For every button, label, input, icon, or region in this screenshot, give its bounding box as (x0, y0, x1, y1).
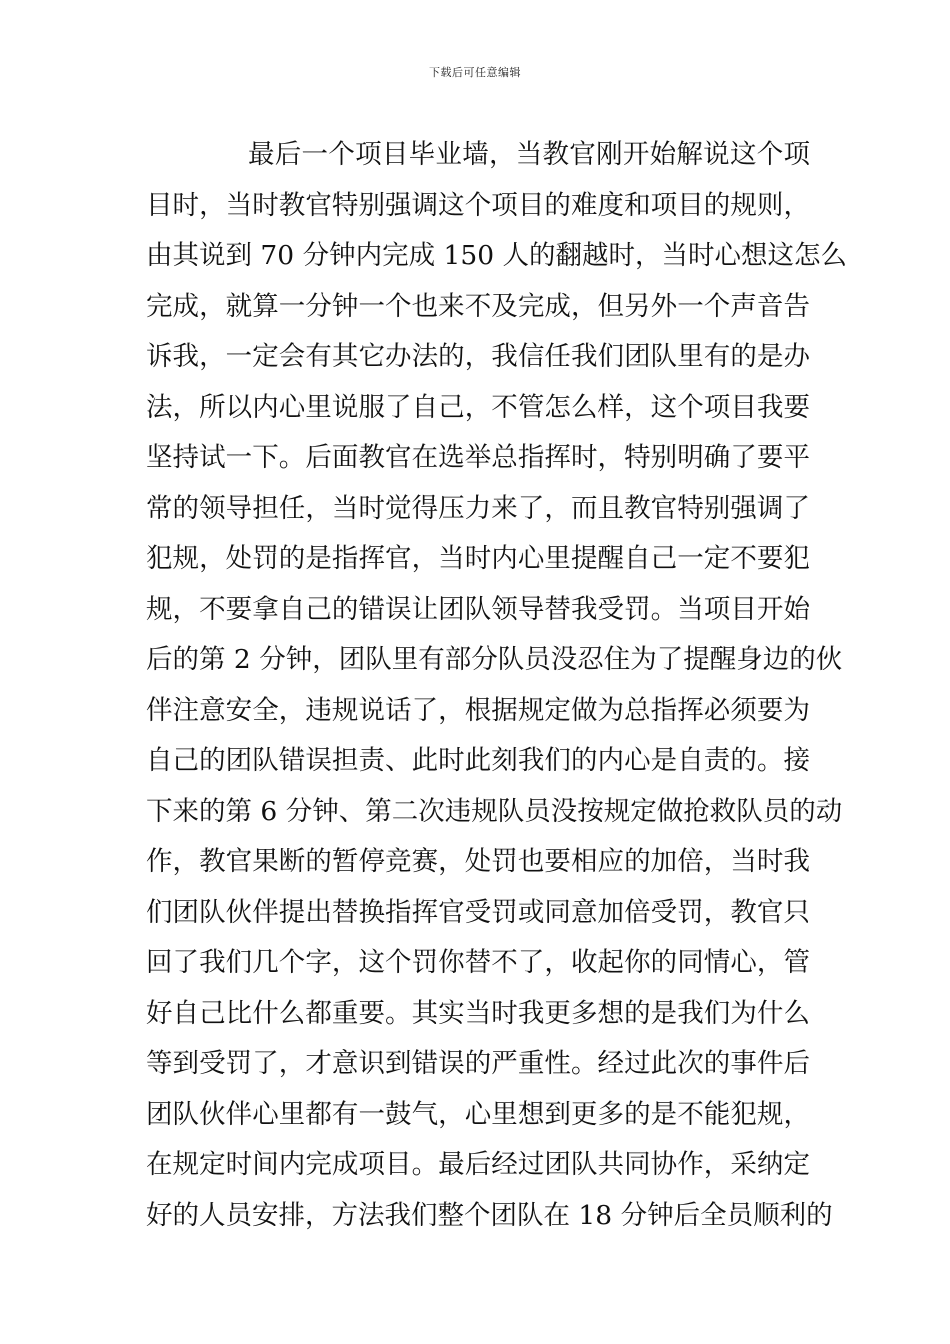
paragraph-line: 自己的团队错误担责、此时此刻我们的内心是自责的。接 (146, 745, 810, 776)
paragraph-line: 伴注意安全，违规说话了，根据规定做为总指挥必须要为 (146, 694, 810, 726)
paragraph-line: 目时，当时教官特别强调这个项目的难度和项目的规则， (146, 189, 810, 221)
paragraph-line: 后的第 2 分钟，团队里有部分队员没忍住为了提醒身边的伙 (146, 644, 843, 675)
paragraph-line: 好自己比什么都重要。其实当时我更多想的是我们为什么 (146, 997, 810, 1029)
paragraph-line: 坚持试一下。后面教官在选举总指挥时，特别明确了要平 (146, 442, 810, 473)
paragraph-line: 作，教官果断的暂停竞赛，处罚也要相应的加倍，当时我 (146, 846, 810, 877)
paragraph-line: 诉我，一定会有其它办法的，我信任我们团队里有的是办 (146, 341, 810, 372)
paragraph-line: 常的领导担任，当时觉得压力来了，而且教官特别强调了 (146, 492, 810, 524)
paragraph-line: 完成，就算一分钟一个也来不及完成，但另外一个声音告 (146, 290, 810, 322)
paragraph-line: 法，所以内心里说服了自己，不管怎么样，这个项目我要 (146, 391, 810, 423)
paragraph-line: 犯规，处罚的是指挥官，当时内心里提醒自己一定不要犯 (146, 543, 810, 574)
paragraph-line: 在规定时间内完成项目。最后经过团队共同协作，采纳定 (146, 1149, 810, 1180)
paragraph-line: 最后一个项目毕业墙，当教官刚开始解说这个项 (248, 139, 810, 170)
paragraph-line: 规，不要拿自己的错误让团队领导替我受罚。当项目开始 (146, 593, 810, 625)
paragraph-line: 好的人员安排，方法我们整个团队在 18 分钟后全员顺利的 (146, 1199, 833, 1231)
document-body (146, 130, 847, 1241)
paragraph-line: 由其说到 70 分钟内完成 150 人的翻越时，当时心想这怎么 (146, 240, 847, 271)
paragraph-line: 等到受罚了，才意识到错误的严重性。经过此次的事件后 (146, 1048, 810, 1079)
page-header-note: 下载后可任意编辑 (429, 66, 521, 79)
paragraph-line: 们团队伙伴提出替换指挥官受罚或同意加倍受罚，教官只 (146, 896, 810, 928)
paragraph-line: 下来的第 6 分钟、第二次违规队员没按规定做抢救队员的动 (146, 795, 843, 827)
paragraph-line: 回了我们几个字，这个罚你替不了，收起你的同情心，管 (146, 947, 810, 978)
paragraph-line: 团队伙伴心里都有一鼓气，心里想到更多的是不能犯规， (146, 1098, 810, 1130)
